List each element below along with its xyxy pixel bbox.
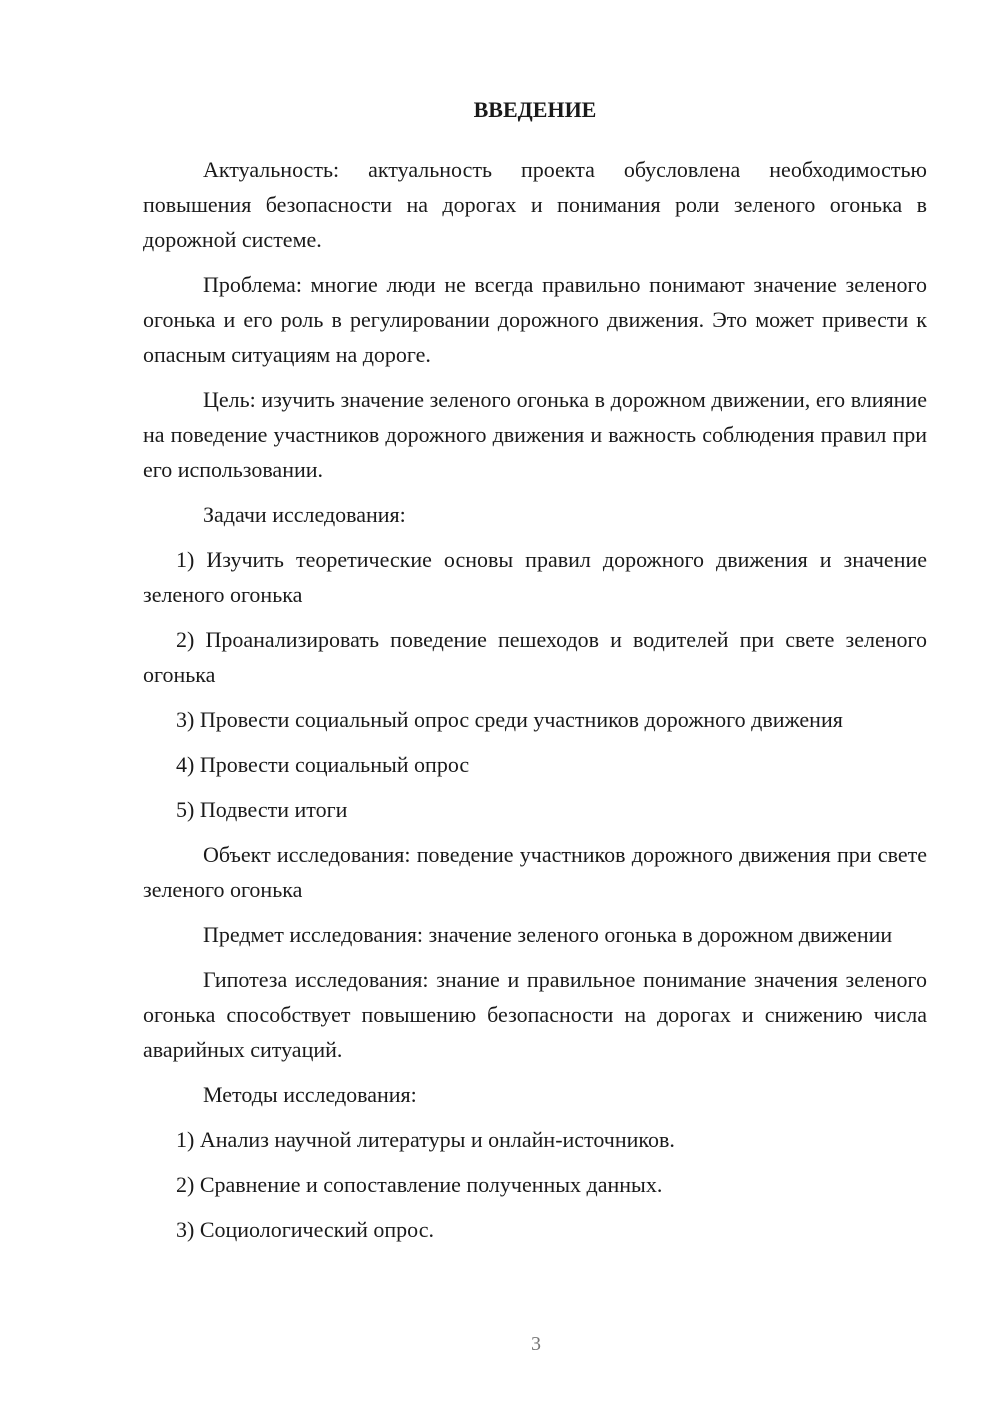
object-paragraph: Объект исследования: поведение участников дорожного движения при свете зеленого огонька — [143, 842, 927, 902]
page-number: 3 — [531, 1333, 541, 1355]
relevance-paragraph: Актуальность: актуальность проекта обусловлена необходимостью повышения безопасности на дорогах и понимания роли зеленого огонька в дорожной системе. — [143, 157, 927, 252]
list-item: 3) Провести социальный опрос среди участников дорожного движения — [176, 707, 843, 732]
list-item: 2) Сравнение и сопоставление полученных данных. — [176, 1172, 663, 1197]
tasks-heading: Задачи исследования: — [203, 502, 406, 527]
list-item: 5) Подвести итоги — [176, 797, 348, 822]
list-item: 2) Проанализировать поведение пешеходов и водителей при свете зеленого огонька — [143, 627, 927, 687]
page-title: ВВЕДЕНИЕ — [473, 97, 597, 122]
goal-paragraph: Цель: изучить значение зеленого огонька в дорожном движении, его влияние на поведение участников дорожного движения и важность соблюдения правил при его использовании. — [143, 387, 927, 482]
list-item: 1) Изучить теоретические основы правил дорожного движения и значение зеленого огонька — [143, 547, 927, 607]
subject-paragraph: Предмет исследования: значение зеленого огонька в дорожном движении — [203, 922, 893, 947]
list-item: 3) Социологический опрос. — [176, 1217, 434, 1242]
problem-paragraph: Проблема: многие люди не всегда правильно понимают значение зеленого огонька и его роль в регулировании дорожного движения. Это может привести к опасным ситуациям на дороге. — [143, 272, 927, 367]
methods-list — [143, 1122, 927, 1247]
list-item: 1) Анализ научной литературы и онлайн-источников. — [176, 1127, 675, 1152]
methods-heading: Методы исследования: — [203, 1082, 417, 1107]
list-item: 4) Провести социальный опрос — [176, 752, 470, 777]
tasks-list — [143, 542, 927, 827]
hypothesis-paragraph: Гипотеза исследования: знание и правильное понимание значения зеленого огонька способствует повышению безопасности на дорогах и снижению числа аварийных ситуаций. — [143, 967, 927, 1062]
document-page — [143, 92, 927, 1257]
